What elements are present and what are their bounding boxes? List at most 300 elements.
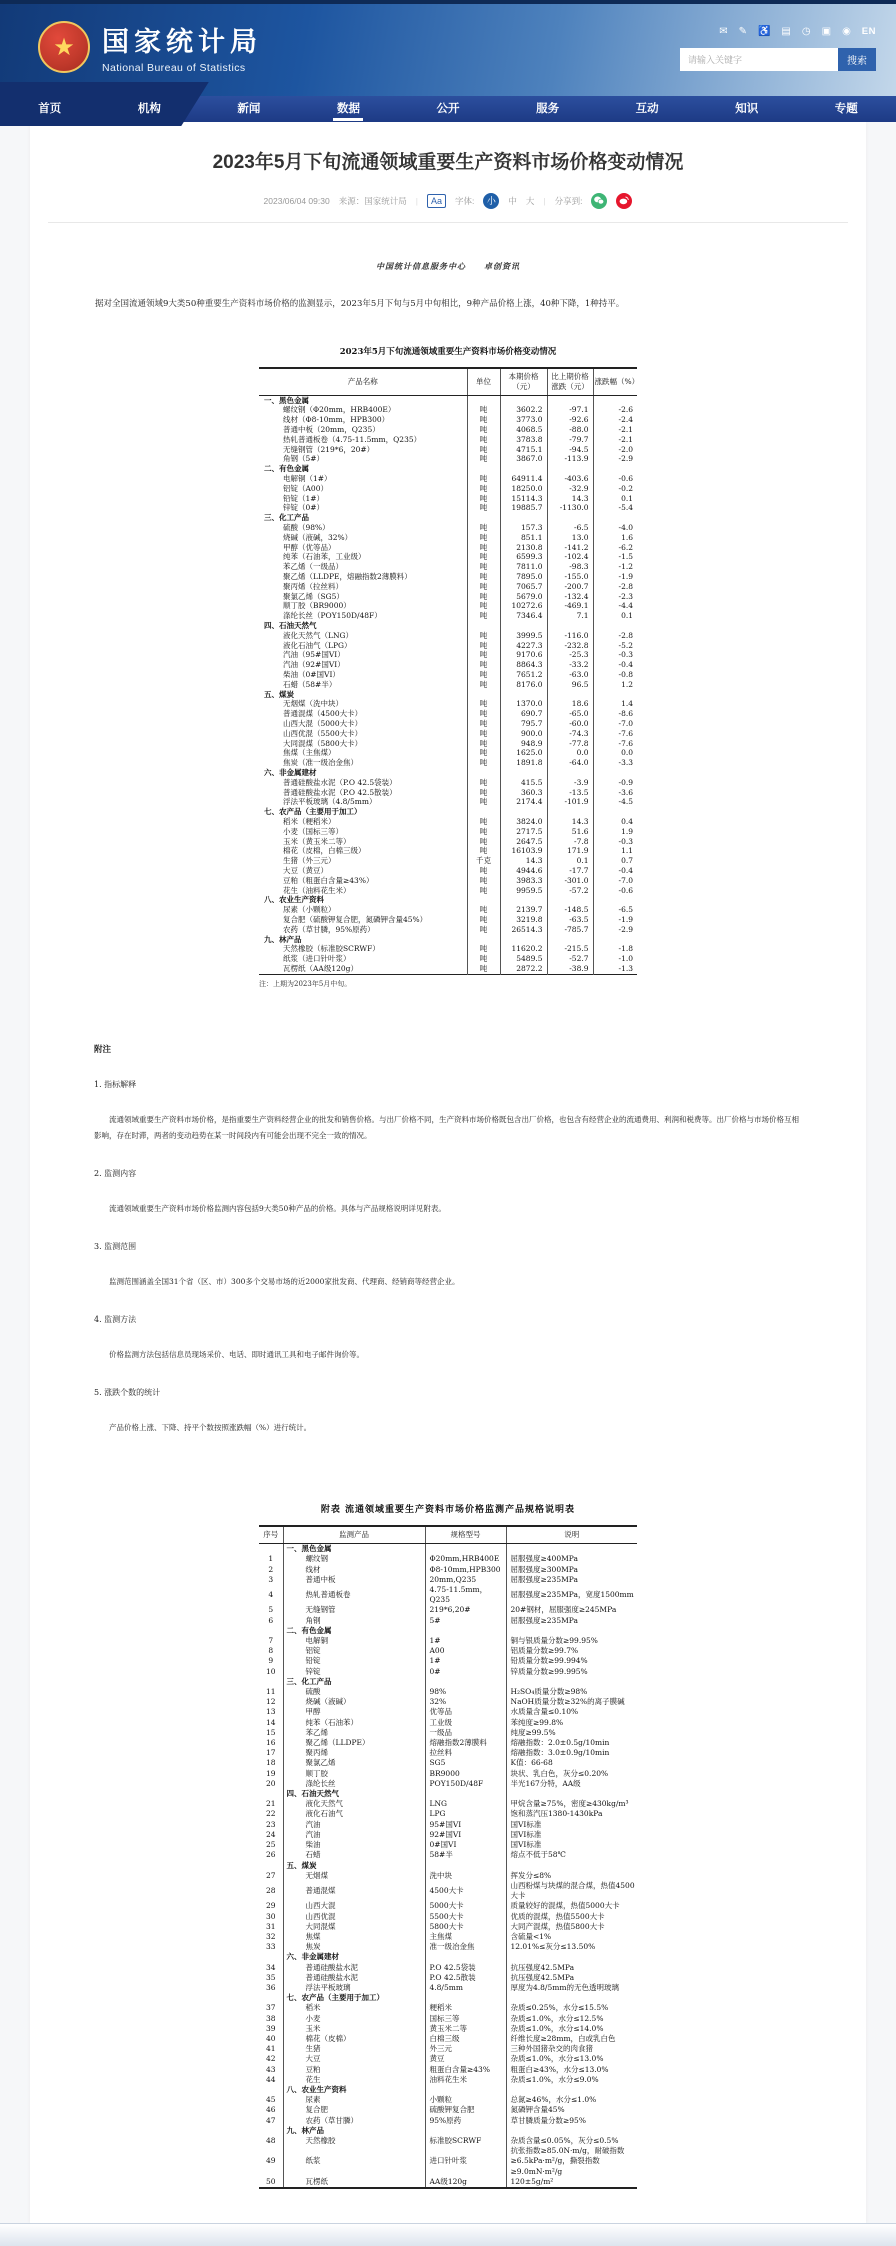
- description-cell: [506, 1861, 637, 1871]
- price-change-cell: [547, 464, 593, 474]
- price-change-cell: -74.3: [547, 729, 593, 739]
- star-icon: ★: [53, 33, 75, 62]
- price-change-cell: -215.5: [547, 944, 593, 954]
- description-cell: 挥发分≤8%: [506, 1871, 637, 1881]
- change-percent-cell: -0.3: [593, 837, 637, 847]
- row-number-cell: 17: [259, 1748, 283, 1758]
- unit-cell: 吨: [467, 886, 500, 896]
- row-number-cell: 39: [259, 2024, 283, 2034]
- font-size-medium-button[interactable]: 中: [508, 195, 517, 207]
- table-row: [259, 778, 637, 788]
- row-number-cell: 48: [259, 2136, 283, 2146]
- font-size-large-button[interactable]: 大: [526, 195, 535, 207]
- nav-item-公开[interactable]: 公开: [398, 96, 498, 122]
- table-row: [259, 503, 637, 513]
- table-row: [259, 2177, 637, 2188]
- nav-item-新闻[interactable]: 新闻: [199, 96, 299, 122]
- change-percent-cell: -0.6: [593, 474, 637, 484]
- font-toggle-button[interactable]: Aa: [427, 194, 446, 208]
- product-name-cell: 铅锭（1#）: [259, 494, 467, 504]
- price-change-cell: -79.7: [547, 435, 593, 445]
- product-name-cell: 液化石油气（LPG）: [259, 641, 467, 651]
- price-change-cell: 0.0: [547, 748, 593, 758]
- description-cell: 12.01%≤灰分≤13.50%: [506, 1942, 637, 1952]
- row-number-cell: 31: [259, 1922, 283, 1932]
- product-name-cell: 普通中板（20mm，Q235）: [259, 425, 467, 435]
- table-row: [259, 660, 637, 670]
- spec-table-header-row: [259, 1526, 637, 1543]
- price-change-cell: -77.8: [547, 739, 593, 749]
- spec-model-cell: 主焦煤: [425, 1932, 506, 1942]
- brand[interactable]: [38, 20, 262, 74]
- description-cell: 熔点不低于58℃: [506, 1850, 637, 1860]
- change-percent-cell: -6.2: [593, 543, 637, 553]
- price-change-cell: -301.0: [547, 876, 593, 886]
- product-name-cell: 顺丁胶（BR9000）: [259, 601, 467, 611]
- category-row: [259, 1544, 637, 1555]
- spec-model-cell: 洗中块: [425, 1871, 506, 1881]
- current-price-cell: 157.3: [500, 523, 547, 533]
- monitored-product-cell: 普通硅酸盐水泥: [283, 1963, 425, 1973]
- row-number-cell: 1: [259, 1554, 283, 1564]
- product-name-cell: 铝锭（A00）: [259, 484, 467, 494]
- monitored-product-cell: 豆粕: [283, 2065, 425, 2075]
- monitored-product-cell: 汽油: [283, 1830, 425, 1840]
- change-percent-cell: -6.5: [593, 905, 637, 915]
- row-number-cell: 21: [259, 1799, 283, 1809]
- current-price-cell: [500, 513, 547, 523]
- monitored-product-cell: 石蜡: [283, 1850, 425, 1860]
- price-change-cell: -132.4: [547, 592, 593, 602]
- intro-paragraph: 据对全国流通领域9大类50种重要生产资料市场价格的监测显示，2023年5月下旬与5月中旬相比，9种产品价格上涨，40种下降，1种持平。: [78, 298, 826, 312]
- table-row: [259, 1912, 637, 1922]
- change-percent-cell: 0.7: [593, 856, 637, 866]
- spec-model-cell: [425, 1544, 506, 1555]
- price-change-cell: [547, 935, 593, 945]
- change-percent-cell: -2.9: [593, 925, 637, 935]
- change-percent-cell: -7.0: [593, 876, 637, 886]
- source-label: 来源：国家统计局: [339, 195, 407, 207]
- unit-cell: 吨: [467, 788, 500, 798]
- row-number-cell: 35: [259, 1973, 283, 1983]
- current-price-cell: 900.0: [500, 729, 547, 739]
- description-cell: 山西粉煤与块煤的混合煤，热值4500大卡: [506, 1881, 637, 1901]
- unit-cell: 吨: [467, 494, 500, 504]
- unit-cell: 吨: [467, 631, 500, 641]
- table-row: [259, 758, 637, 768]
- spec-model-cell: 粗蛋白含量≥43%: [425, 2065, 506, 2075]
- unit-cell: 吨: [467, 748, 500, 758]
- product-name-cell: 玉米（黄玉米二等）: [259, 837, 467, 847]
- unit-cell: [467, 621, 500, 631]
- monitored-product-cell: 烧碱（液碱）: [283, 1697, 425, 1707]
- current-price-cell: 7895.0: [500, 572, 547, 582]
- table-row: [259, 1636, 637, 1646]
- monitored-product-cell: 涤纶长丝: [283, 1779, 425, 1789]
- table-row: [259, 1983, 637, 1993]
- spec-model-cell: 5000大卡: [425, 1901, 506, 1911]
- table-row: [259, 739, 637, 749]
- table-row: [259, 1718, 637, 1728]
- spec-model-cell: 工业级: [425, 1718, 506, 1728]
- price-change-cell: -38.9: [547, 964, 593, 974]
- product-name-cell: 六、非金属建材: [259, 768, 467, 778]
- description-cell: [506, 1952, 637, 1962]
- monitored-product-cell: 小麦: [283, 2014, 425, 2024]
- category-row: [259, 768, 637, 778]
- product-name-cell: 生猪（外三元）: [259, 856, 467, 866]
- price-change-cell: 51.6: [547, 827, 593, 837]
- font-size-small-button[interactable]: 小: [483, 193, 499, 209]
- search-button[interactable]: 搜索: [838, 48, 876, 71]
- price-change-cell: [547, 807, 593, 817]
- nav-item-互动[interactable]: 互动: [597, 96, 697, 122]
- spec-model-cell: 熔融指数2薄膜料: [425, 1738, 506, 1748]
- change-percent-cell: -2.3: [593, 592, 637, 602]
- row-number-cell: 30: [259, 1912, 283, 1922]
- accessibility-icon[interactable]: ♿: [758, 27, 770, 37]
- table-row: [259, 631, 637, 641]
- spec-model-cell: 5500大卡: [425, 1912, 506, 1922]
- unit-cell: 吨: [467, 719, 500, 729]
- table-row: [259, 748, 637, 758]
- unit-cell: 吨: [467, 435, 500, 445]
- price-change-cell: -65.0: [547, 709, 593, 719]
- description-cell: 杂质≤1.0%，水分≤13.0%: [506, 2054, 637, 2064]
- spec-model-cell: [425, 2085, 506, 2095]
- current-price-cell: 8864.3: [500, 660, 547, 670]
- unit-cell: 吨: [467, 709, 500, 719]
- price-change-cell: -116.0: [547, 631, 593, 641]
- description-cell: 熔融指数：3.0±0.9g/10min: [506, 1748, 637, 1758]
- change-percent-cell: -4.5: [593, 797, 637, 807]
- article-meta: [30, 193, 866, 209]
- current-price-cell: 3602.2: [500, 405, 547, 415]
- current-price-cell: 2872.2: [500, 964, 547, 974]
- change-percent-cell: -5.4: [593, 503, 637, 513]
- price-change-cell: 96.5: [547, 680, 593, 690]
- category-row: [259, 464, 637, 474]
- description-cell: 草甘膦质量分数≥95%: [506, 2116, 637, 2126]
- table-row: [259, 915, 637, 925]
- description-cell: 锌质量分数≥99.995%: [506, 1667, 637, 1677]
- row-number-cell: 33: [259, 1942, 283, 1952]
- nav-item-专题[interactable]: 专题: [797, 96, 896, 122]
- spec-model-cell: SG5: [425, 1758, 506, 1768]
- unit-cell: 吨: [467, 474, 500, 484]
- spec-model-cell: 20mm,Q235: [425, 1575, 506, 1585]
- table-row: [259, 1616, 637, 1626]
- spec-model-cell: 国标三等: [425, 2014, 506, 2024]
- product-name-cell: 瓦楞纸（AA级120g）: [259, 964, 467, 974]
- change-percent-cell: 1.1: [593, 846, 637, 856]
- spec-model-cell: 优等品: [425, 1707, 506, 1717]
- price-change-cell: -785.7: [547, 925, 593, 935]
- unit-cell: 吨: [467, 837, 500, 847]
- price-change-cell: -403.6: [547, 474, 593, 484]
- product-name-cell: 螺纹钢（Φ20mm，HRB400E）: [259, 405, 467, 415]
- spec-model-cell: 5#: [425, 1616, 506, 1626]
- description-cell: 块状、乳白色，灰分≤0.20%: [506, 1769, 637, 1779]
- table-row: [259, 2095, 637, 2105]
- table-row: [259, 925, 637, 935]
- row-number-cell: [259, 1626, 283, 1636]
- category-row: [259, 1861, 637, 1871]
- current-price-cell: 11620.2: [500, 944, 547, 954]
- print-icon[interactable]: ▤: [781, 27, 790, 37]
- monitored-product-cell: 焦炭: [283, 1942, 425, 1952]
- table-row: [259, 1830, 637, 1840]
- product-name-cell: 花生（油料花生米）: [259, 886, 467, 896]
- search-input[interactable]: [680, 48, 838, 71]
- nav-item-数据[interactable]: 数据: [299, 96, 399, 122]
- current-price-cell: 5489.5: [500, 954, 547, 964]
- product-name-cell: 尿素（小颗粒）: [259, 905, 467, 915]
- row-number-cell: 40: [259, 2034, 283, 2044]
- product-name-cell: 八、农业生产资料: [259, 895, 467, 905]
- current-price-cell: 4944.6: [500, 866, 547, 876]
- note-heading-3: 3. 监测范围: [94, 1241, 804, 1252]
- row-number-cell: 29: [259, 1901, 283, 1911]
- table-row: [259, 729, 637, 739]
- current-price-cell: 15114.3: [500, 494, 547, 504]
- change-percent-cell: -4.0: [593, 523, 637, 533]
- divider: |: [543, 196, 545, 206]
- current-price-cell: 7065.7: [500, 582, 547, 592]
- change-percent-cell: 0.0: [593, 748, 637, 758]
- subscribe-icon[interactable]: ✎: [739, 27, 747, 37]
- change-percent-cell: -0.8: [593, 670, 637, 680]
- current-price-cell: [500, 690, 547, 700]
- description-cell: 优质的混煤，热值5500大卡: [506, 1912, 637, 1922]
- table-row: [259, 1575, 637, 1585]
- table-row: [259, 2014, 637, 2024]
- category-row: [259, 395, 637, 405]
- note-body-1: 流通领域重要生产资料市场价格，是指重要生产资料经营企业的批发和销售价格。与出厂价格不同，生产资料市场价格既包含出厂价格，也包含有经营企业的流通费用、利润和税费等。出厂价格与市场价格互相影响，存在时滞，两者的变动趋势在某一时间段内有可能会出现不完全一致的情况。: [94, 1112, 804, 1144]
- spec-model-cell: 白棉三级: [425, 2034, 506, 2044]
- col-row-number: 序号: [259, 1526, 283, 1543]
- meta-divider: [48, 222, 848, 223]
- mail-icon[interactable]: ✉: [719, 27, 727, 37]
- change-percent-cell: 1.6: [593, 533, 637, 543]
- row-number-cell: 50: [259, 2177, 283, 2188]
- monitored-product-cell: 大豆: [283, 2054, 425, 2064]
- product-name-cell: 棉花（皮棉，白棉三级）: [259, 846, 467, 856]
- product-name-cell: 无缝钢管（219*6，20#）: [259, 445, 467, 455]
- row-number-cell: 45: [259, 2095, 283, 2105]
- change-percent-cell: -3.3: [593, 758, 637, 768]
- current-price-cell: [500, 621, 547, 631]
- current-price-cell: 5679.0: [500, 592, 547, 602]
- unit-cell: 吨: [467, 699, 500, 709]
- product-name-cell: 柴油（0#国VI）: [259, 670, 467, 680]
- product-name-cell: 焦炭（准一级冶金焦）: [259, 758, 467, 768]
- change-percent-cell: -1.2: [593, 562, 637, 572]
- price-table: [259, 367, 637, 975]
- unit-cell: 吨: [467, 758, 500, 768]
- table-row: [259, 1646, 637, 1656]
- spec-model-cell: P.O 42.5散装: [425, 1973, 506, 1983]
- product-name-cell: 普通硅酸盐水泥（P.O 42.5袋装）: [259, 778, 467, 788]
- monitored-product-cell: 苯乙烯: [283, 1728, 425, 1738]
- table-row: [259, 415, 637, 425]
- table-row: [259, 1656, 637, 1666]
- description-cell: H₂SO₄质量分数≥98%: [506, 1687, 637, 1697]
- price-change-cell: -200.7: [547, 582, 593, 592]
- product-name-cell: 山西优混（5500大卡）: [259, 729, 467, 739]
- table-row: [259, 1748, 637, 1758]
- table-row: [259, 2034, 637, 2044]
- page-title: 2023年5月下旬流通领域重要生产资料市场价格变动情况: [90, 150, 806, 177]
- unit-cell: [467, 807, 500, 817]
- monitored-product-cell: 浮法平板玻璃: [283, 1983, 425, 1993]
- description-cell: 熔融指数：2.0±0.5g/10min: [506, 1738, 637, 1748]
- table-row: [259, 866, 637, 876]
- app-icon[interactable]: ▣: [822, 27, 831, 37]
- monitored-product-cell: 无缝钢管: [283, 1605, 425, 1615]
- description-cell: 屈服强度≥235MPa: [506, 1616, 637, 1626]
- unit-cell: 吨: [467, 592, 500, 602]
- unit-cell: 吨: [467, 523, 500, 533]
- table-row: [259, 905, 637, 915]
- row-number-cell: 43: [259, 2065, 283, 2075]
- weibo-share-icon[interactable]: [616, 193, 632, 209]
- unit-cell: 吨: [467, 954, 500, 964]
- table-row: [259, 2075, 637, 2085]
- change-percent-cell: -2.6: [593, 405, 637, 415]
- change-percent-cell: 0.1: [593, 611, 637, 621]
- row-number-cell: 42: [259, 2054, 283, 2064]
- price-change-cell: -52.7: [547, 954, 593, 964]
- table-row: [259, 2146, 637, 2177]
- nav-item-服务[interactable]: 服务: [498, 96, 598, 122]
- description-cell: NaOH质量分数≥32%的离子膜碱: [506, 1697, 637, 1707]
- category-row: [259, 513, 637, 523]
- clock-icon[interactable]: ◷: [802, 27, 811, 37]
- unit-cell: 吨: [467, 866, 500, 876]
- unit-cell: 吨: [467, 670, 500, 680]
- current-price-cell: 3783.8: [500, 435, 547, 445]
- table-row: [259, 719, 637, 729]
- monitored-product-cell: 大同混煤: [283, 1922, 425, 1932]
- category-row: [259, 1993, 637, 2003]
- description-cell: 120±5g/m²: [506, 2177, 637, 2188]
- row-number-cell: 18: [259, 1758, 283, 1768]
- unit-cell: 吨: [467, 817, 500, 827]
- nav-item-机构[interactable]: 机构: [100, 96, 200, 122]
- monitored-product-cell: 普通中板: [283, 1575, 425, 1585]
- price-change-cell: 0.1: [547, 856, 593, 866]
- change-percent-cell: -1.8: [593, 944, 637, 954]
- price-change-cell: -141.2: [547, 543, 593, 553]
- nav-item-知识[interactable]: 知识: [697, 96, 797, 122]
- spec-model-cell: 0#国VI: [425, 1840, 506, 1850]
- spec-model-cell: 黄豆: [425, 2054, 506, 2064]
- unit-cell: 吨: [467, 846, 500, 856]
- change-percent-cell: -8.6: [593, 709, 637, 719]
- current-price-cell: 3773.0: [500, 415, 547, 425]
- table-row: [259, 474, 637, 484]
- share-icon[interactable]: ◉: [842, 27, 851, 37]
- description-cell: 苯纯度≥99.8%: [506, 1718, 637, 1728]
- spec-model-cell: 4500大卡: [425, 1881, 506, 1901]
- change-percent-cell: [593, 768, 637, 778]
- row-number-cell: [259, 2085, 283, 2095]
- current-price-cell: 1370.0: [500, 699, 547, 709]
- unit-cell: 吨: [467, 739, 500, 749]
- row-number-cell: 26: [259, 1850, 283, 1860]
- note-body-3: 监测范围涵盖全国31个省（区、市）300多个交易市场的近2000家批发商、代理商、经销商等经营企业。: [94, 1274, 804, 1290]
- current-price-cell: 360.3: [500, 788, 547, 798]
- language-link[interactable]: EN: [862, 26, 876, 37]
- spec-model-cell: 32%: [425, 1697, 506, 1707]
- price-change-cell: -469.1: [547, 601, 593, 611]
- wechat-share-icon[interactable]: [591, 193, 607, 209]
- description-cell: 杂质含量≤0.05%，灰分≤0.5%: [506, 2136, 637, 2146]
- price-change-cell: -88.0: [547, 425, 593, 435]
- change-percent-cell: [593, 895, 637, 905]
- monitored-product-cell: 一、黑色金属: [283, 1544, 425, 1555]
- category-row: [259, 2126, 637, 2136]
- price-change-cell: -97.1: [547, 405, 593, 415]
- unit-cell: 吨: [467, 915, 500, 925]
- current-price-cell: 10272.6: [500, 601, 547, 611]
- spec-model-cell: AA级120g: [425, 2177, 506, 2188]
- table-row: [259, 454, 637, 464]
- product-name-cell: 烧碱（液碱，32%）: [259, 533, 467, 543]
- table-row: [259, 699, 637, 709]
- table-row: [259, 1809, 637, 1819]
- current-price-cell: 690.7: [500, 709, 547, 719]
- current-price-cell: 14.3: [500, 856, 547, 866]
- description-cell: 杂质≤1.0%，水分≤12.5%: [506, 2014, 637, 2024]
- change-percent-cell: -2.1: [593, 435, 637, 445]
- spec-model-cell: 58#半: [425, 1850, 506, 1860]
- table-row: [259, 954, 637, 964]
- price-change-cell: 18.6: [547, 699, 593, 709]
- price-change-cell: [547, 768, 593, 778]
- change-percent-cell: -2.8: [593, 631, 637, 641]
- change-percent-cell: -7.0: [593, 719, 637, 729]
- product-name-cell: 甲醇（优等品）: [259, 543, 467, 553]
- notes-section: [94, 1043, 804, 1437]
- monitored-product-cell: 电解铜: [283, 1636, 425, 1646]
- table-row: [259, 1881, 637, 1901]
- monitored-product-cell: 热轧普通板卷: [283, 1585, 425, 1605]
- current-price-cell: [500, 807, 547, 817]
- table-row: [259, 670, 637, 680]
- description-cell: 三种外国猪杂交的肉食猪: [506, 2044, 637, 2054]
- category-row: [259, 621, 637, 631]
- monitored-product-cell: 四、石油天然气: [283, 1789, 425, 1799]
- price-change-cell: [547, 621, 593, 631]
- utility-icon-bar: [680, 26, 876, 37]
- price-change-cell: -17.7: [547, 866, 593, 876]
- change-percent-cell: 1.9: [593, 827, 637, 837]
- product-name-cell: 焦煤（主焦煤）: [259, 748, 467, 758]
- description-cell: 铝质量分数≥99.7%: [506, 1646, 637, 1656]
- description-cell: 半光167分特，AA级: [506, 1779, 637, 1789]
- unit-cell: [467, 513, 500, 523]
- spec-model-cell: 4.75-11.5mm，Q235: [425, 1585, 506, 1605]
- nav-item-首页[interactable]: 首页: [0, 96, 100, 122]
- table-row: [259, 582, 637, 592]
- col-product-name: 产品名称: [259, 368, 467, 395]
- description-cell: 屈服强度≥400MPa: [506, 1554, 637, 1564]
- price-change-cell: -148.5: [547, 905, 593, 915]
- spec-model-cell: [425, 2126, 506, 2136]
- product-name-cell: 涤纶长丝（POY150D/48F）: [259, 611, 467, 621]
